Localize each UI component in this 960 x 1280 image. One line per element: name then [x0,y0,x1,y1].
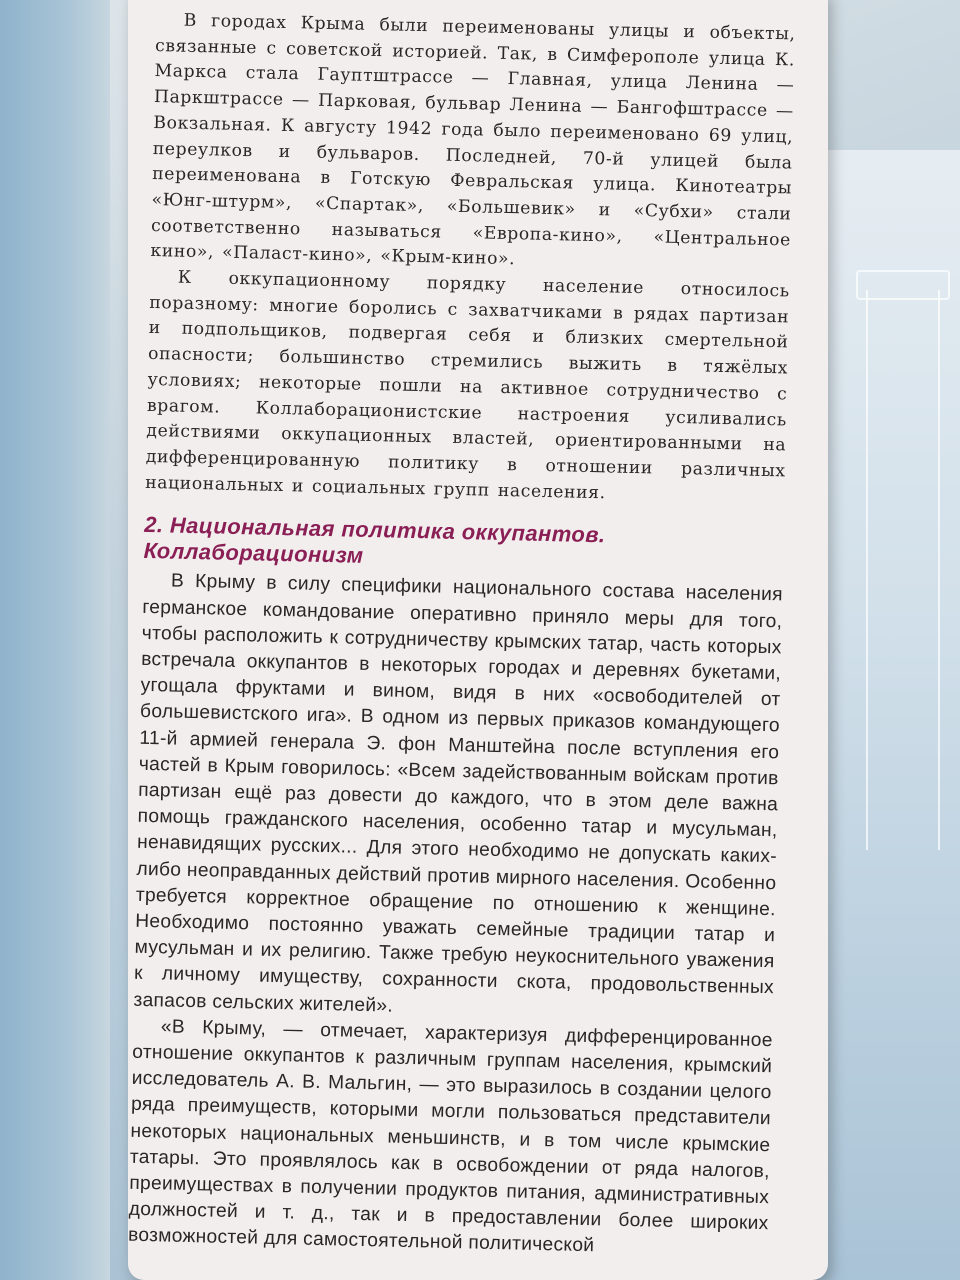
paragraph-occupation-attitude: К оккупационному порядку население относилось поразному: многие боролись с захватчиками в рядах партизан и подпольщиков, подвергая себя и близких смертельной опасности; большинство стремились выжить в тяжёлых условиях; некоторые пошли на активное сотрудничество с врагом. Коллаборационистские настроения усиливались действиями оккупационных властей, ориентированными на дифференцированную политику в отношении различных национальных и социальных групп населения. [145,267,790,503]
column-illustration [866,290,940,850]
section-heading: 2. Национальная политика оккупантов. Коллаборационизм [143,512,606,569]
page-text [128,8,796,1264]
book-edge-left [0,0,110,1280]
paragraph-crimea-policy: В Крыму в силу специфики национального состава населения германское командование оперативно приняло меры для того, чтобы расположить к сотрудничеству крымских татар, часть которых встречала оккупантов в некоторых городах и деревнях букетами, угощала фруктами и вином, видя в них «освободителей от большевистского ига». В одном из первых приказов командующего 11-й армией генерала Э. фон Манштейна после вступления его частей в Крым говорилось: «Всем задействованным войскам против партизан ещё раз довести до каждого, что в этом деле важна помощь гражданского населения, особенно татар и мусульман, ненавидящих русских... Для этого необходимо не допускать каких-либо неоправданных действий против мирного населения. Особенно требуется корректное обращение по отношению к женщине. Необходимо постоянно уважать семейные традиции татар и мусульман и их религию. Также требую неукоснительного уважения к личному имуществу, сохранности скота, продовольственных запасов сельских жителей». [133,570,784,1017]
paragraph-malgin-quote: «В Крыму, — отмечает, характеризуя дифференцированное отношение оккупантов к различным группам населения, крымский исследователь А. В. Мальгин, — это выразилось в создании целого ряда преимуществ, которыми могли пользоваться представители некоторых национальных меньшинств, и в том числе крымские татары. Это проявлялось как в освобождении от ряда налогов, преимуществах в получении продуктов питания, административных должностей и т. д., так и в предоставлении более широких возможностей для самостоятельной политической [127,1016,773,1257]
paragraph-renamed-streets: В городах Крыма были переименованы улицы и объекты, связанные с советской историей. Так, в Симферополе улица К. Маркса стала Гауптштрассе — Главная, улица Ленина — Паркштрассе — Парковая, бульвар Ленина — Бангофштрассе — Вокзальная. К августу 1942 года было переименовано 69 улиц, переулков и бульваров. Последней, 70-й улицей была переименована в Готскую Февральская улица. Кинотеатры «Юнг-штурм», «Спартак», «Большевик» и «Субхи» стали соответственно называться «Европа-кино», «Центральное кино», «Паласт-кино», «Крым-кино». [150,10,796,270]
